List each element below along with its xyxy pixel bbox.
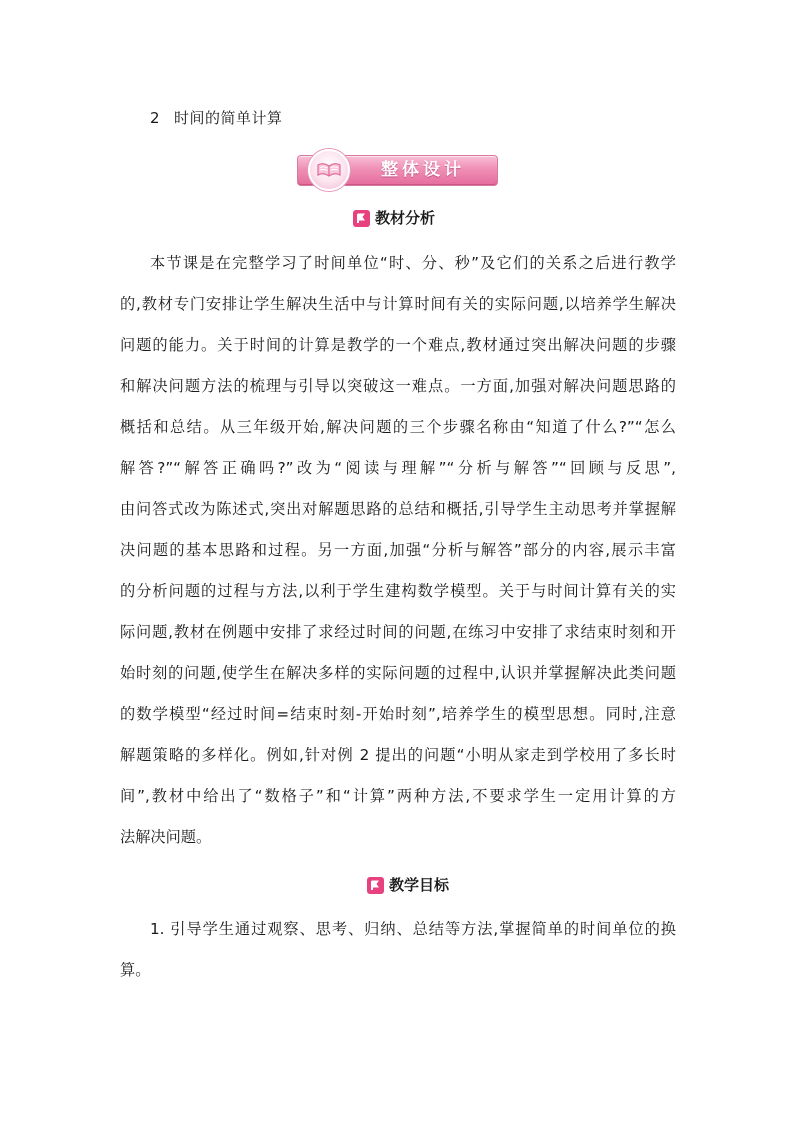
paragraph-line: 的分析问题的过程与方法,以利于学生建构数学模型。关于与时间计算有关的实 <box>120 582 676 600</box>
bookmark-icon <box>367 877 384 894</box>
banner-label: 整体设计 <box>381 160 465 180</box>
section-number: 2 <box>150 109 161 127</box>
paragraph-line: 概括和总结。从三年级开始,解决问题的三个步骤名称由“知道了什么?”“怎么 <box>120 418 676 436</box>
paragraph-line: 始时刻的问题,使学生在解决多样的实际问题的过程中,认识并掌握解决此类问题 <box>120 664 676 682</box>
overall-design-banner <box>297 155 498 186</box>
paragraph-line: 的,教材专门安排让学生解决生活中与计算时间有关的实际问题,以培养学生解决 <box>120 295 676 313</box>
paragraph-line: 际问题,教材在例题中安排了求经过时间的问题,在练习中安排了求结束时刻和开 <box>120 623 676 641</box>
paragraph-line: 间”,教材中给出了“数格子”和“计算”两种方法,不要求学生一定用计算的方 <box>120 787 676 805</box>
open-book-icon <box>308 149 350 191</box>
paragraph-line: 解题策略的多样化。例如,针对例 2 提出的问题“小明从家走到学校用了多长时 <box>120 746 676 764</box>
subheading-label: 教材分析 <box>375 209 436 227</box>
section-title: 时间的简单计算 <box>174 109 283 127</box>
teaching-goals-heading <box>367 874 449 896</box>
paragraph-line: 法解决问题。 <box>120 828 212 846</box>
goal-line: 算。 <box>120 961 151 979</box>
subheading-label: 教学目标 <box>389 876 450 894</box>
paragraph-line: 解答?”“解答正确吗?”改为“阅读与理解”“分析与解答”“回顾与反思”, <box>120 459 676 477</box>
paragraph-line: 的数学模型“经过时间=结束时刻-开始时刻”,培养学生的模型思想。同时,注意 <box>120 705 676 723</box>
paragraph-line: 和解决问题方法的梳理与引导以突破这一难点。一方面,加强对解决问题思路的 <box>120 377 676 395</box>
paragraph-line: 问题的能力。关于时间的计算是教学的一个难点,教材通过突出解决问题的步骤 <box>120 336 676 354</box>
textbook-analysis-heading <box>353 207 435 229</box>
bookmark-icon <box>353 210 370 227</box>
paragraph-line: 由问答式改为陈述式,突出对解题思路的总结和概括,引导学生主动思考并掌握解 <box>120 500 676 518</box>
paragraph-line: 本节课是在完整学习了时间单位“时、分、秒”及它们的关系之后进行教学 <box>150 254 676 272</box>
goal-line: 1. 引导学生通过观察、思考、归纳、总结等方法,掌握简单的时间单位的换 <box>150 920 676 938</box>
paragraph-line: 决问题的基本思路和过程。另一方面,加强“分析与解答”部分的内容,展示丰富 <box>120 541 676 559</box>
section-heading <box>150 107 283 129</box>
